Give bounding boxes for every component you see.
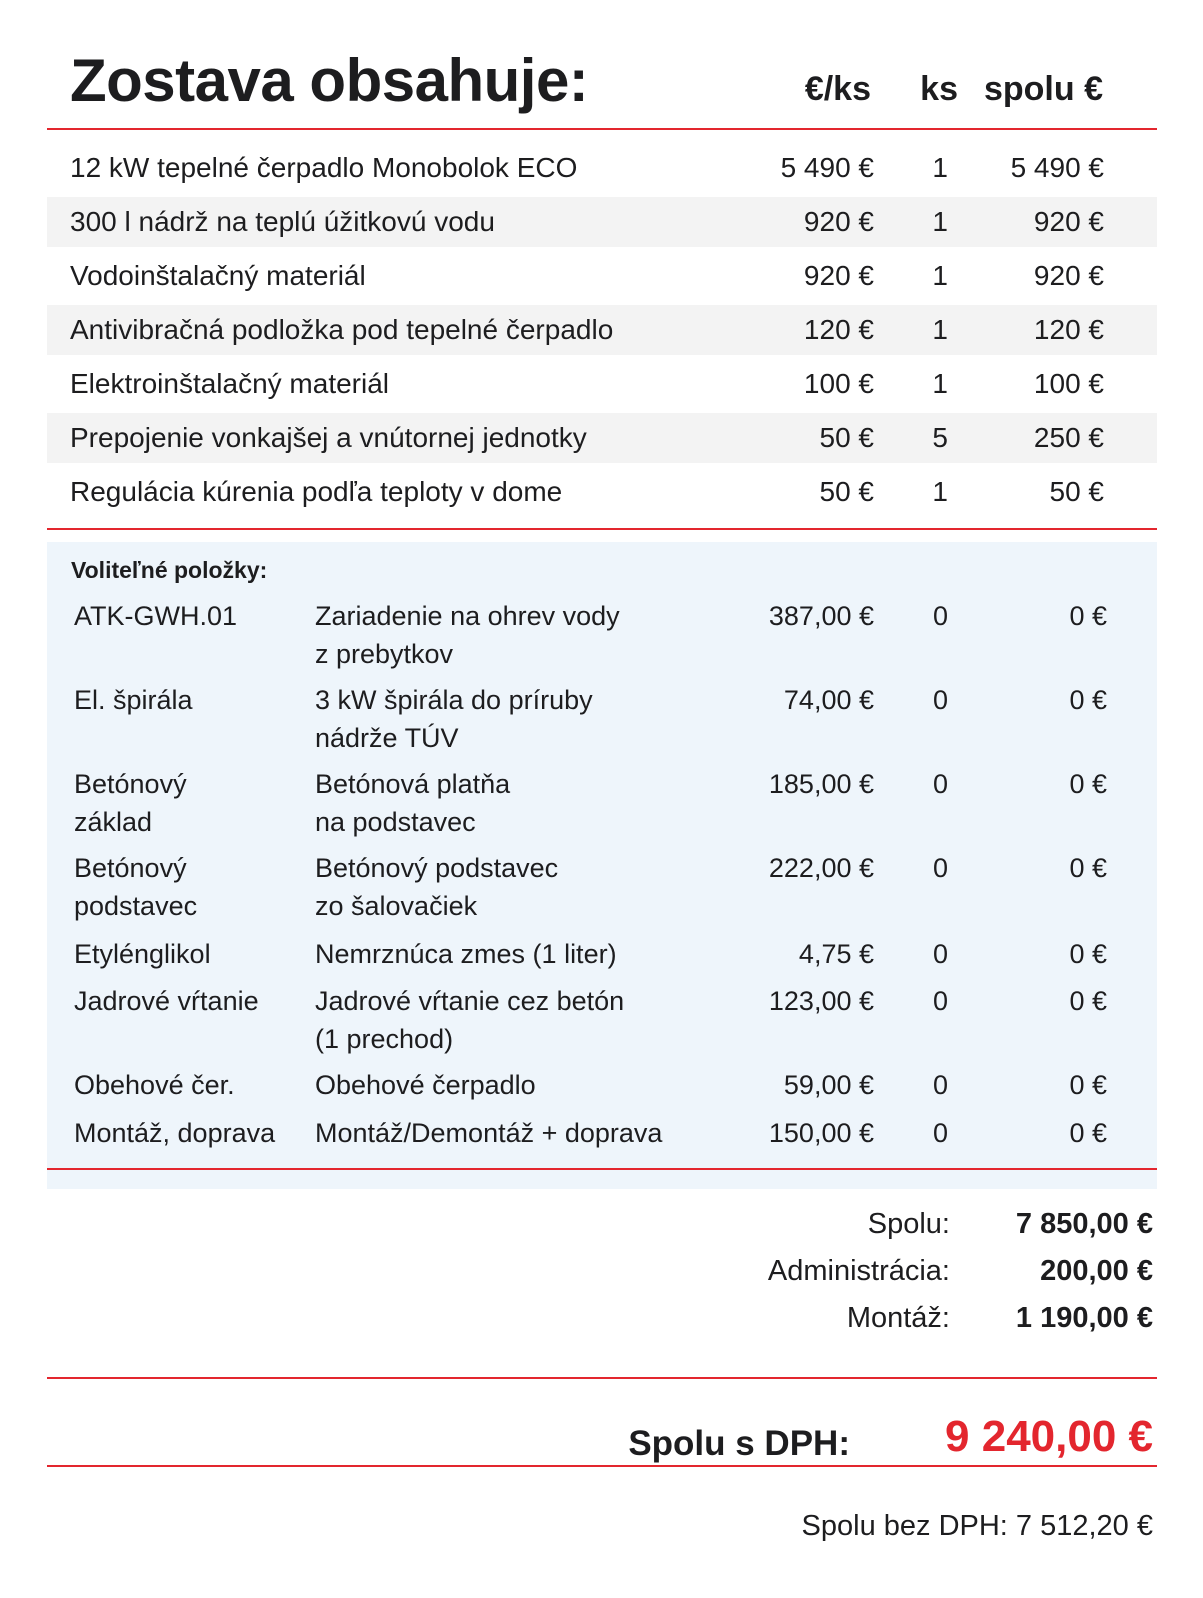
- optional-item-total: 0 €: [1069, 1118, 1107, 1148]
- optional-item-description: Betónová platňa na podstavec: [315, 769, 511, 837]
- item-qty: 1: [932, 206, 948, 237]
- item-qty: 1: [932, 314, 948, 345]
- column-header-quantity: ks: [920, 70, 958, 108]
- optional-item-code: ATK-GWH.01: [74, 601, 238, 631]
- item-row: [47, 467, 1157, 517]
- optional-item-code: Montáž, doprava: [74, 1118, 276, 1148]
- optional-item-qty: 0: [932, 986, 948, 1016]
- grand-total-label: Spolu s DPH:: [628, 1424, 850, 1463]
- optional-item-qty: 0: [932, 1118, 948, 1148]
- optional-item-price: 222,00 €: [768, 853, 874, 883]
- grand-total-divider: [47, 1465, 1157, 1467]
- optional-item-price: 185,00 €: [768, 769, 874, 799]
- optional-item-description: Obehové čerpadlo: [315, 1070, 536, 1100]
- subtotal-label: Spolu:: [867, 1208, 950, 1240]
- item-qty: 1: [932, 476, 948, 507]
- optional-item-code: El. špirála: [74, 685, 193, 715]
- optional-item-description: Montáž/Demontáž + doprava: [315, 1118, 663, 1148]
- header-divider: [47, 128, 1157, 130]
- optional-item-total: 0 €: [1069, 601, 1107, 631]
- column-header-total: spolu €: [983, 70, 1103, 108]
- item-total: 920 €: [1033, 260, 1104, 291]
- item-price: 50 €: [819, 476, 874, 507]
- page-title: Zostava obsahuje:: [70, 47, 589, 114]
- item-row: [47, 413, 1157, 463]
- optional-item-qty: 0: [932, 939, 948, 969]
- item-total: 250 €: [1033, 422, 1104, 453]
- item-name: 12 kW tepelné čerpadlo Monobolok ECO: [70, 152, 578, 183]
- item-total: 50 €: [1049, 476, 1104, 507]
- item-price: 50 €: [819, 422, 874, 453]
- item-price: 920 €: [803, 260, 874, 291]
- optional-item-qty: 0: [932, 769, 948, 799]
- optional-item-price: 150,00 €: [768, 1118, 874, 1148]
- optional-item-qty: 0: [932, 685, 948, 715]
- admin-value: 200,00 €: [1040, 1255, 1153, 1287]
- optional-item-total: 0 €: [1069, 853, 1107, 883]
- column-header-unit-price: €/ks: [804, 70, 871, 108]
- optional-items-title: Voliteľné položky:: [71, 557, 268, 583]
- optional-item-code: Betónový podstavec: [74, 853, 198, 921]
- optional-item-total: 0 €: [1069, 986, 1107, 1016]
- item-qty: 1: [932, 368, 948, 399]
- grand-total-value: 9 240,00 €: [945, 1412, 1153, 1461]
- optional-item-total: 0 €: [1069, 1070, 1107, 1100]
- item-price: 5 490 €: [780, 152, 874, 183]
- item-name: 300 l nádrž na teplú úžitkovú vodu: [70, 206, 495, 237]
- item-name: Antivibračná podložka pod tepelné čerpadlo: [70, 314, 614, 345]
- optional-item-price: 387,00 €: [768, 601, 874, 631]
- item-total: 5 490 €: [1010, 152, 1104, 183]
- optional-divider: [47, 1168, 1157, 1170]
- optional-item-description: Jadrové vŕtanie cez betón (1 prechod): [315, 986, 625, 1054]
- optional-item-code: Jadrové vŕtanie: [74, 986, 259, 1016]
- net-total-text: Spolu bez DPH: 7 512,20 €: [801, 1510, 1153, 1542]
- optional-item-total: 0 €: [1069, 769, 1107, 799]
- optional-item-total: 0 €: [1069, 685, 1107, 715]
- optional-item-qty: 0: [932, 1070, 948, 1100]
- item-qty: 1: [932, 152, 948, 183]
- item-row: [47, 305, 1157, 355]
- item-row: [47, 197, 1157, 247]
- item-total: 120 €: [1033, 314, 1104, 345]
- item-row: [47, 143, 1157, 193]
- subtotal-value: 7 850,00 €: [1015, 1208, 1153, 1240]
- item-total: 100 €: [1033, 368, 1104, 399]
- item-name: Regulácia kúrenia podľa teploty v dome: [70, 476, 563, 507]
- optional-item-description: Zariadenie na ohrev vody z prebytkov: [315, 601, 620, 669]
- item-price: 100 €: [803, 368, 874, 399]
- install-value: 1 190,00 €: [1015, 1302, 1153, 1334]
- item-row: [47, 251, 1157, 301]
- optional-item-code: Etylénglikol: [74, 939, 211, 969]
- optional-item-description: Nemrznúca zmes (1 liter): [315, 939, 617, 969]
- optional-item-qty: 0: [932, 853, 948, 883]
- item-price: 920 €: [803, 206, 874, 237]
- optional-item-qty: 0: [932, 601, 948, 631]
- item-total: 920 €: [1033, 206, 1104, 237]
- optional-item-code: Betónový základ: [74, 769, 187, 837]
- optional-item-price: 59,00 €: [783, 1070, 874, 1100]
- item-name: Prepojenie vonkajšej a vnútornej jednotky: [70, 422, 587, 453]
- optional-item-price: 4,75 €: [798, 939, 874, 969]
- optional-item-code: Obehové čer.: [74, 1070, 235, 1100]
- optional-item-description: Betónový podstavec zo šalovačiek: [315, 853, 559, 921]
- item-qty: 5: [932, 422, 948, 453]
- item-price: 120 €: [803, 314, 874, 345]
- item-name: Elektroinštalačný materiál: [70, 368, 390, 399]
- optional-item-total: 0 €: [1069, 939, 1107, 969]
- item-row: [47, 359, 1157, 409]
- summary-divider: [47, 1377, 1157, 1379]
- admin-label: Administrácia:: [767, 1255, 950, 1287]
- item-qty: 1: [932, 260, 948, 291]
- install-label: Montáž:: [846, 1302, 950, 1334]
- optional-item-description: 3 kW špirála do príruby nádrže TÚV: [315, 685, 593, 753]
- items-divider: [47, 528, 1157, 530]
- optional-item-price: 123,00 €: [768, 986, 874, 1016]
- optional-item-price: 74,00 €: [783, 685, 874, 715]
- item-name: Vodoinštalačný materiál: [70, 260, 366, 291]
